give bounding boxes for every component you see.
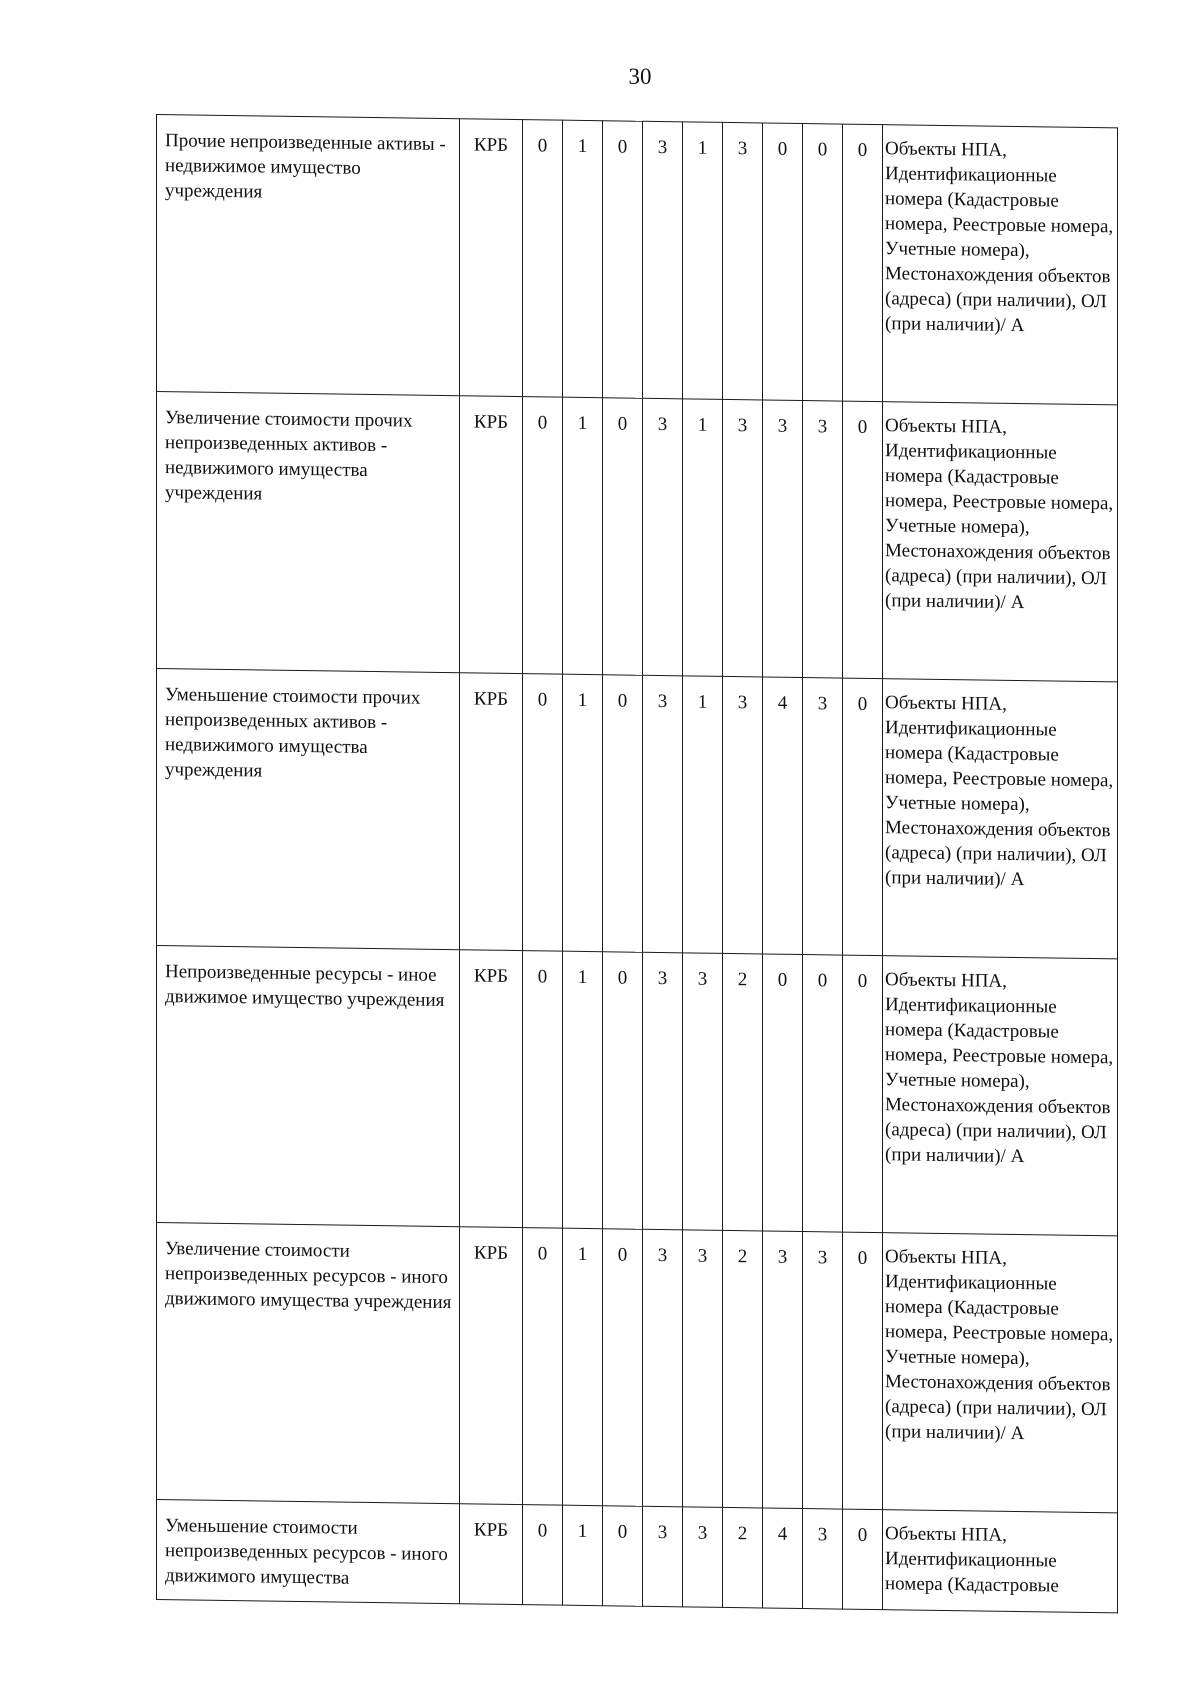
account-digit-cell: 0 — [843, 124, 883, 402]
account-digit-cell: 3 — [683, 1230, 723, 1508]
account-name-cell: Непроизведенные ресурсы - иное движимое имущество учреждения — [157, 946, 460, 1227]
budget-code-cell: КРБ — [460, 1504, 523, 1605]
account-digit-cell: 3 — [723, 676, 763, 954]
accounts-table — [156, 114, 1118, 1613]
account-name-cell: Уменьшение стоимости непроизведенных ресурсов - иного движимого имущества — [157, 1500, 460, 1604]
account-digit-cell: 0 — [843, 678, 883, 956]
account-digit-cell: 3 — [723, 399, 763, 677]
table-row — [157, 392, 1118, 682]
account-digit-cell: 0 — [523, 1505, 563, 1606]
account-digit-cell: 0 — [523, 951, 563, 1229]
account-digit-cell: 2 — [723, 1507, 763, 1608]
account-digit-cell: 1 — [683, 122, 723, 400]
account-digit-cell: 2 — [723, 1230, 763, 1508]
account-digit-cell: 1 — [563, 674, 603, 952]
account-digit-cell: 1 — [563, 951, 603, 1229]
account-name-cell: Увеличение стоимости непроизведенных ресурсов - иного движимого имущества учреждения — [157, 1223, 460, 1504]
account-digit-cell: 0 — [843, 401, 883, 679]
account-digit-cell: 0 — [803, 955, 843, 1233]
account-digit-cell: 0 — [763, 123, 803, 401]
analytics-cell: Объекты НПА, Идентификационные номера (Кадастровые номера, Реестровые номера, Учетные номера), Местонахождения объектов (адреса) (при наличии), ОЛ (при наличии)/ А — [883, 125, 1118, 405]
account-digit-cell: 1 — [563, 1228, 603, 1506]
account-digit-cell: 0 — [763, 954, 803, 1232]
account-digit-cell: 3 — [683, 1507, 723, 1608]
table-row — [157, 946, 1118, 1236]
account-digit-cell: 0 — [843, 955, 883, 1233]
account-digit-cell: 0 — [603, 1506, 643, 1607]
account-digit-cell: 0 — [603, 398, 643, 676]
account-digit-cell: 0 — [523, 397, 563, 675]
budget-code-cell: КРБ — [460, 673, 523, 951]
account-digit-cell: 4 — [763, 677, 803, 955]
account-digit-cell: 3 — [683, 953, 723, 1231]
budget-code-cell: КРБ — [460, 119, 523, 397]
account-digit-cell: 0 — [603, 1229, 643, 1507]
account-digit-cell: 1 — [683, 676, 723, 954]
budget-code-cell: КРБ — [460, 1227, 523, 1505]
account-digit-cell: 3 — [643, 675, 683, 953]
budget-code-cell: КРБ — [460, 396, 523, 674]
budget-code-cell: КРБ — [460, 950, 523, 1228]
analytics-cell: Объекты НПА, Идентификационные номера (Кадастровые номера, Реестровые номера, Учетные номера), Местонахождения объектов (адреса) (при наличии), ОЛ (при наличии)/ А — [883, 679, 1118, 959]
account-digit-cell: 3 — [803, 401, 843, 679]
account-digit-cell: 3 — [723, 122, 763, 400]
table-row — [157, 1500, 1118, 1613]
analytics-cell: Объекты НПА, Идентификационные номера (Кадастровые номера, Реестровые номера, Учетные номера), Местонахождения объектов (адреса) (при наличии), ОЛ (при наличии)/ А — [883, 1233, 1118, 1513]
account-digit-cell: 0 — [523, 1228, 563, 1506]
table-row — [157, 669, 1118, 959]
analytics-cell: Объекты НПА, Идентификационные номера (Кадастровые номера, Реестровые номера, Учетные номера), Местонахождения объектов (адреса) (при наличии), ОЛ (при наличии)/ А — [883, 402, 1118, 682]
account-digit-cell: 1 — [563, 397, 603, 675]
account-digit-cell: 1 — [563, 120, 603, 398]
account-name-cell: Увеличение стоимости прочих непроизведенных активов - недвижимого имущества учреждения — [157, 392, 460, 673]
account-digit-cell: 3 — [763, 400, 803, 678]
table-row — [157, 115, 1118, 405]
account-digit-cell: 2 — [723, 953, 763, 1231]
account-digit-cell: 3 — [643, 1506, 683, 1607]
account-digit-cell: 0 — [843, 1509, 883, 1610]
account-digit-cell: 3 — [643, 398, 683, 676]
account-name-cell: Прочие непроизведенные активы - недвижимое имущество учреждения — [157, 115, 460, 396]
account-digit-cell: 0 — [523, 120, 563, 398]
account-digit-cell: 3 — [643, 121, 683, 399]
analytics-cell: Объекты НПА, Идентификационные номера (Кадастровые — [883, 1510, 1118, 1613]
account-name-cell: Уменьшение стоимости прочих непроизведенных активов - недвижимого имущества учреждения — [157, 669, 460, 950]
account-digit-cell: 3 — [803, 1232, 843, 1510]
account-digit-cell: 3 — [643, 952, 683, 1230]
account-digit-cell: 4 — [763, 1508, 803, 1609]
analytics-cell: Объекты НПА, Идентификационные номера (Кадастровые номера, Реестровые номера, Учетные номера), Местонахождения объектов (адреса) (при наличии), ОЛ (при наличии)/ А — [883, 956, 1118, 1236]
account-digit-cell: 0 — [603, 121, 643, 399]
page-number: 30 — [628, 64, 652, 89]
table-row — [157, 1223, 1118, 1513]
account-digit-cell: 3 — [803, 1509, 843, 1610]
accounts-table-body — [157, 115, 1118, 1613]
account-digit-cell: 0 — [843, 1232, 883, 1510]
account-digit-cell: 1 — [563, 1505, 603, 1606]
account-digit-cell: 3 — [763, 1231, 803, 1509]
account-digit-cell: 0 — [523, 674, 563, 952]
account-digit-cell: 0 — [603, 952, 643, 1230]
account-digit-cell: 0 — [803, 124, 843, 402]
account-digit-cell: 1 — [683, 399, 723, 677]
account-digit-cell: 0 — [603, 675, 643, 953]
account-digit-cell: 3 — [643, 1229, 683, 1507]
account-digit-cell: 3 — [803, 678, 843, 956]
